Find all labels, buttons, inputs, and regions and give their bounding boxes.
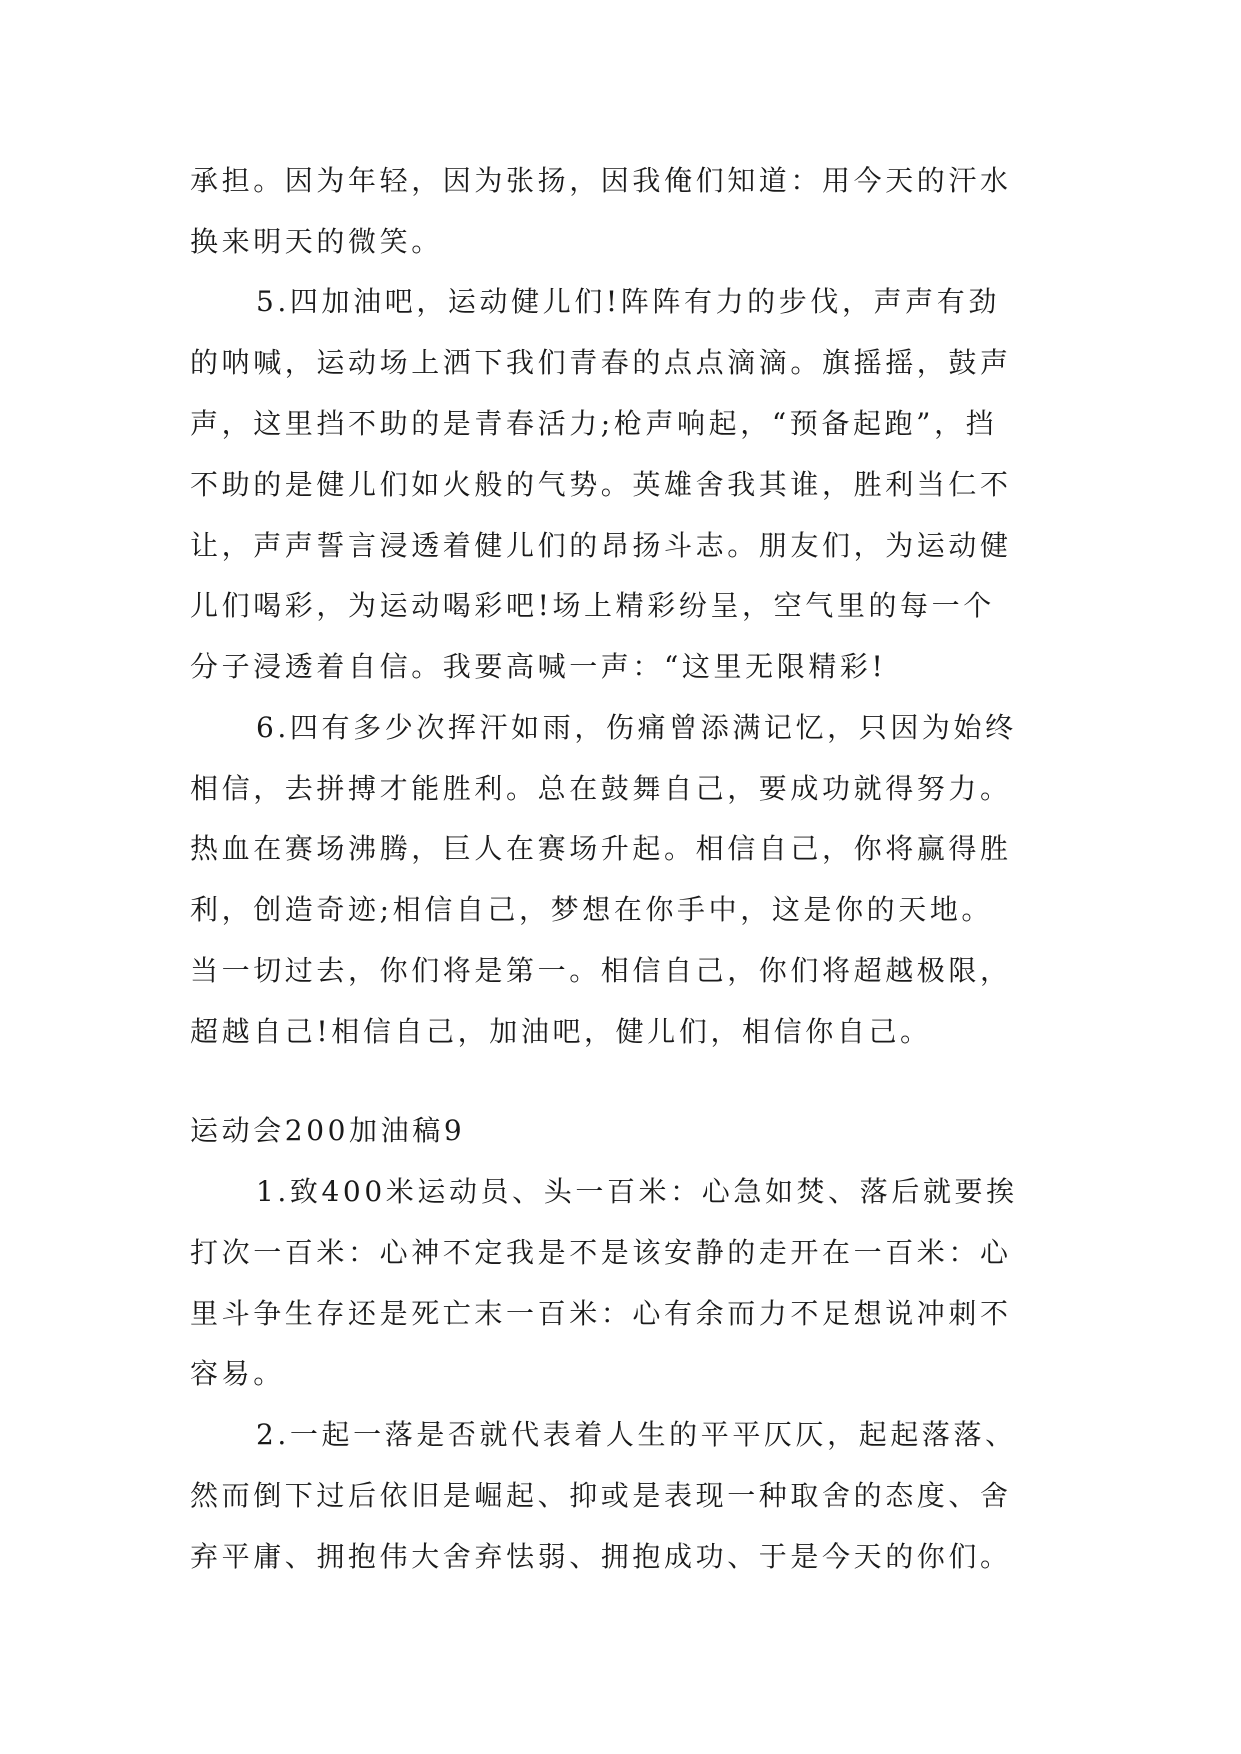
- paragraph-line: 不助的是健儿们如火般的气势。英雄舍我其谁，胜利当仁不: [190, 468, 1012, 501]
- paragraph-line: 利，创造奇迹;相信自己，梦想在你手中，这是你的天地。: [190, 893, 994, 926]
- paragraph-line: 分子浸透着自信。我要高喊一声：“这里无限精彩!: [190, 650, 887, 683]
- paragraph-line: 儿们喝彩，为运动喝彩吧!场上精彩纷呈，空气里的每一个: [190, 589, 995, 622]
- paragraph-line: 弃平庸、拥抱伟大舍弃怯弱、拥抱成功、于是今天的你们。: [190, 1540, 1012, 1573]
- list-item-2-line: 2.一起一落是否就代表着人生的平平仄仄，起起落落、: [256, 1418, 1017, 1451]
- section-heading: 运动会200加油稿9: [190, 1114, 466, 1147]
- list-item-6-line: 6.四有多少次挥汗如雨，伤痛曾添满记忆，只因为始终: [256, 711, 1017, 744]
- paragraph-line: 让，声声誓言浸透着健儿们的昂扬斗志。朋友们，为运动健: [190, 529, 1012, 562]
- paragraph-line: 承担。因为年轻，因为张扬，因我俺们知道：用今天的汗水: [190, 164, 1012, 197]
- paragraph-line: 热血在赛场沸腾，巨人在赛场升起。相信自己，你将赢得胜: [190, 832, 1012, 865]
- paragraph-line: 容易。: [190, 1357, 285, 1390]
- paragraph-line: 换来明天的微笑。: [190, 225, 443, 258]
- paragraph-line: 相信，去拼搏才能胜利。总在鼓舞自己，要成功就得努力。: [190, 772, 1012, 805]
- paragraph-line: 里斗争生存还是死亡末一百米：心有余而力不足想说冲刺不: [190, 1297, 1012, 1330]
- paragraph-line: 打次一百米：心神不定我是不是该安静的走开在一百米：心: [190, 1236, 1012, 1269]
- paragraph-line: 当一切过去，你们将是第一。相信自己，你们将超越极限，: [190, 954, 1012, 987]
- paragraph-line: 超越自己!相信自己，加油吧，健儿们，相信你自己。: [190, 1015, 932, 1048]
- paragraph-line: 声，这里挡不助的是青春活力;枪声响起，“预备起跑”，挡: [190, 407, 998, 440]
- list-item-1-line: 1.致400米运动员、头一百米：心急如焚、落后就要挨: [256, 1175, 1018, 1208]
- paragraph-line: 的呐喊，运动场上洒下我们青春的点点滴滴。旗摇摇，鼓声: [190, 346, 1012, 379]
- list-item-5-line: 5.四加油吧，运动健儿们!阵阵有力的步伐，声声有劲: [256, 285, 1000, 318]
- paragraph-line: 然而倒下过后依旧是崛起、抑或是表现一种取舍的态度、舍: [190, 1479, 1012, 1512]
